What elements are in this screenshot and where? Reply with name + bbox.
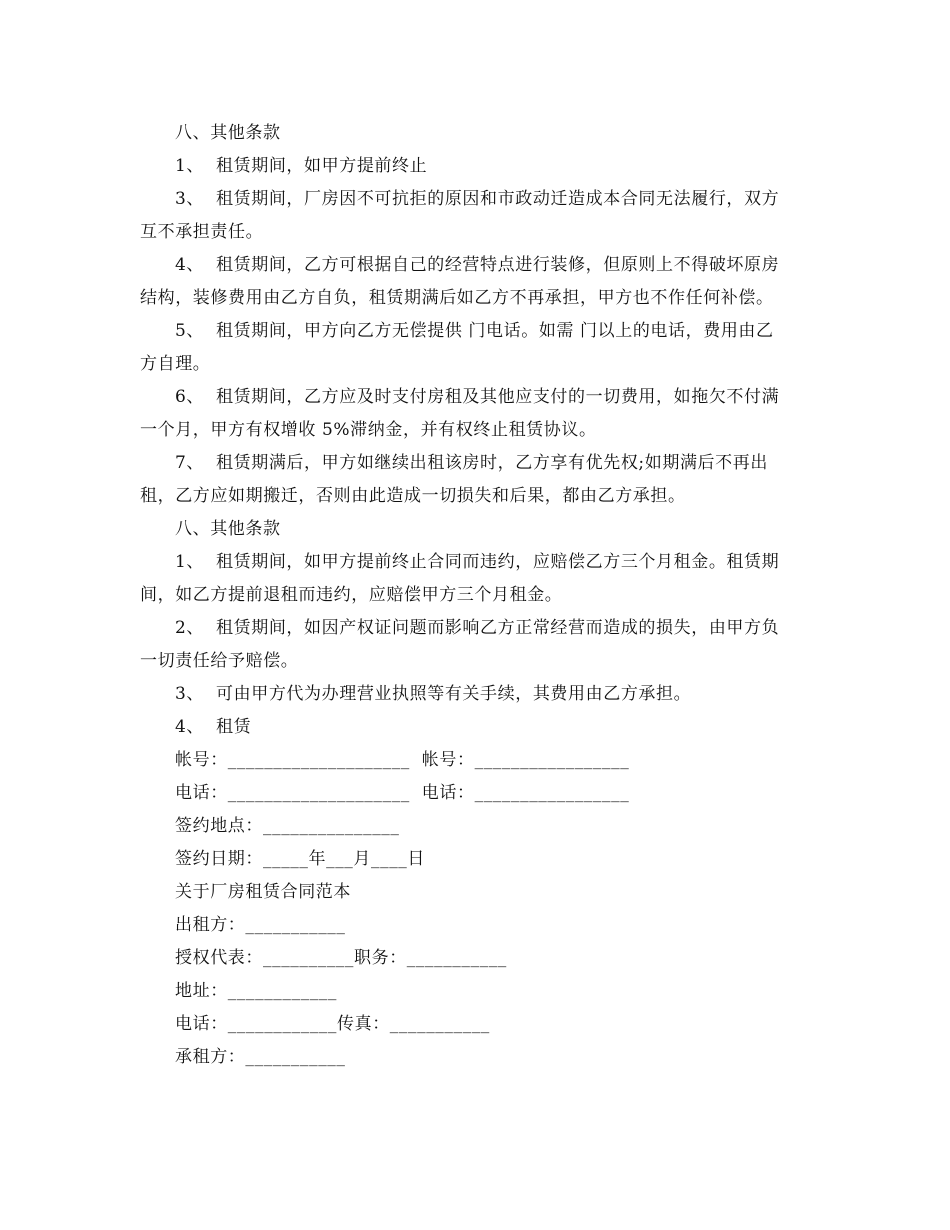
account-fields: 帐号：____________________ 帐号：_________________ bbox=[175, 750, 630, 770]
section-heading-repeat: 八、其他条款 bbox=[175, 519, 281, 539]
address-field: 地址：____________ bbox=[175, 981, 337, 1001]
clause-3-force-majeure: 3、 租赁期间，厂房因不可抗拒的原因和市政动迁造成本合同无法履行，双方 bbox=[175, 189, 780, 209]
clause-7-renewal: 7、 租赁期满后，甲方如继续出租该房时，乙方享有优先权;如期满后不再出 bbox=[175, 453, 768, 473]
clause-5-continued: 方自理。 bbox=[140, 354, 211, 374]
clause-7-continued: 租，乙方应如期搬迁，否则由此造成一切损失和后果，都由乙方承担。 bbox=[140, 486, 686, 506]
contract-title: 关于厂房租赁合同范本 bbox=[175, 882, 351, 902]
clause-5-telephone: 5、 租赁期间，甲方向乙方无偿提供 门电话。如需 门以上的电话，费用由乙 bbox=[175, 321, 774, 341]
clause-3-continued: 互不承担责任。 bbox=[140, 222, 264, 242]
other-clause-2-title-issue: 2、 租赁期间，如因产权证问题而影响乙方正常经营而造成的损失，由甲方负 bbox=[175, 618, 780, 638]
clause-6-continued: 一个月，甲方有权增收 5%滞纳金，并有权终止租赁协议。 bbox=[140, 420, 597, 440]
clause-4-renovation: 4、 租赁期间，乙方可根据自己的经营特点进行装修，但原则上不得破坏原房 bbox=[175, 255, 780, 275]
signing-place-field: 签约地点：_______________ bbox=[175, 816, 400, 836]
lessee-field: 承租方：___________ bbox=[175, 1047, 346, 1067]
clause-1-early-termination: 1、 租赁期间，如甲方提前终止 bbox=[175, 156, 428, 176]
signing-date-field: 签约日期：_____年___月____日 bbox=[175, 849, 425, 869]
other-clause-4-lease: 4、 租赁 bbox=[175, 717, 252, 737]
section-heading: 八、其他条款 bbox=[175, 123, 281, 143]
clause-4-continued: 结构，装修费用由乙方自负，租赁期满后如乙方不再承担，甲方也不作任何补偿。 bbox=[140, 288, 774, 308]
other-clause-1-continued: 间，如乙方提前退租而违约，应赔偿甲方三个月租金。 bbox=[140, 585, 563, 605]
document-body bbox=[140, 117, 812, 1074]
other-clause-1-breach: 1、 租赁期间，如甲方提前终止合同而违约，应赔偿乙方三个月租金。租赁期 bbox=[175, 552, 780, 572]
phone-fields: 电话：____________________ 电话：_________________ bbox=[175, 783, 630, 803]
lessor-field: 出租方：___________ bbox=[175, 915, 346, 935]
other-clause-2-continued: 一切责任给予赔偿。 bbox=[140, 651, 299, 671]
other-clause-3-business-license: 3、 可由甲方代为办理营业执照等有关手续，其费用由乙方承担。 bbox=[175, 684, 692, 704]
clause-6-payment: 6、 租赁期间，乙方应及时支付房租及其他应支付的一切费用，如拖欠不付满 bbox=[175, 387, 780, 407]
representative-position-fields: 授权代表：__________职务：___________ bbox=[175, 948, 507, 968]
phone-fax-fields: 电话：____________传真：___________ bbox=[175, 1014, 490, 1034]
